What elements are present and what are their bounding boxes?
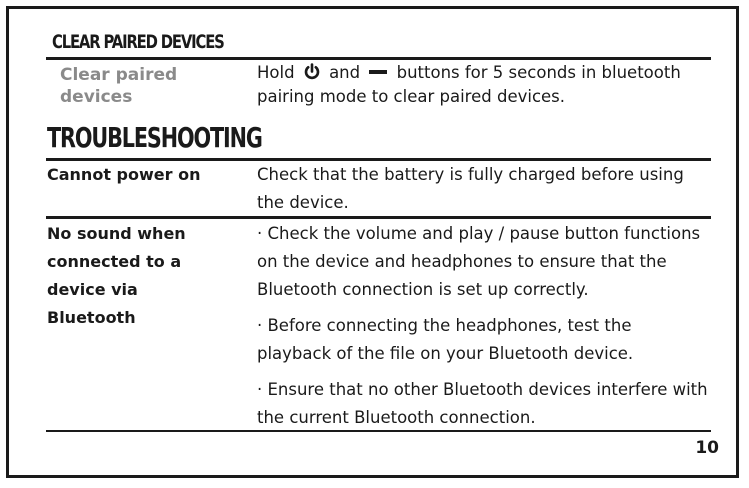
section-title-clear-paired-devices: CLEAR PAIRED DEVICES [52, 31, 224, 53]
trouble-item-no-interference: · Ensure that no other Bluetooth devices interfere with the current Bluetooth connection. [257, 380, 708, 427]
minus-icon [369, 70, 387, 74]
section-title-troubleshooting: TROUBLESHOOTING [47, 121, 262, 154]
clear-paired-description [257, 62, 717, 108]
trouble-item-check-volume: · Check the volume and play / pause button functions on the device and headphones to ensure that the Bluetooth connection is set up correctly. [257, 224, 701, 299]
divider [46, 216, 711, 219]
clear-paired-label: Clear paired devices [60, 65, 178, 107]
clear-text-after: buttons for 5 seconds in bluetooth pairing mode to clear paired devices. [257, 63, 681, 106]
trouble-item-test-playback: · Before connecting the headphones, test the playback of the file on your Bluetooth device. [257, 316, 634, 363]
clear-text-before: Hold [257, 63, 295, 82]
power-icon [304, 63, 320, 86]
page-number: 10 [695, 438, 719, 458]
divider [46, 430, 711, 432]
clear-text-middle: and [329, 63, 361, 82]
divider [46, 57, 711, 60]
trouble-label-cannot-power-on: Cannot power on [47, 165, 201, 184]
trouble-label-no-sound: No sound when connected to a device via Bluetooth [47, 224, 186, 327]
trouble-desc-cannot-power-on: Check that the battery is fully charged before using the device. [257, 165, 684, 212]
